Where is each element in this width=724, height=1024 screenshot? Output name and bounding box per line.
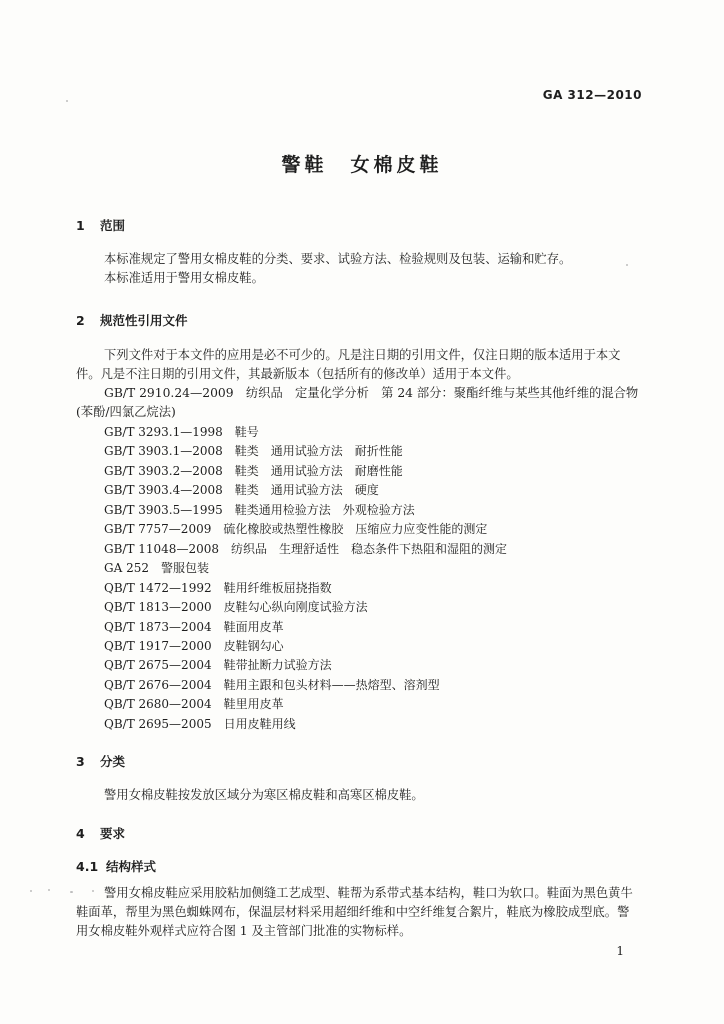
reference-item: GB/T 3903.1—2008 鞋类 通用试验方法 耐折性能 [104,444,403,459]
section-title: 结构样式 [106,859,157,874]
section-title: 要求 [100,826,126,841]
reference-item: GB/T 3903.5—1995 鞋类通用检验方法 外观检验方法 [104,502,415,517]
page-number: 1 [616,944,624,958]
reference-item: QB/T 2675—2004 鞋带扯断力试验方法 [104,658,332,673]
reference-item: QB/T 1813—2000 皮鞋勾心纵向刚度试验方法 [104,600,368,615]
section-number: 4 [76,826,85,841]
section-title: 范围 [100,218,126,233]
structure-line-1: 警用女棉皮鞋应采用胶粘加侧缝工艺成型、鞋帮为系带式基本结构，鞋口为软口。鞋面为黑色黄牛 [104,886,633,900]
section-number: 3 [76,754,85,769]
classification-text: 警用女棉皮鞋按发放区域分为寒区棉皮鞋和高寒区棉皮鞋。 [104,788,424,802]
structure-line-3: 用女棉皮鞋外观样式应符合图 1 及主管部门批准的实物标样。 [76,924,412,938]
scan-speck [626,264,628,266]
section-title: 分类 [100,754,126,769]
reference-item: GB/T 3903.2—2008 鞋类 通用试验方法 耐磨性能 [104,463,403,478]
references-intro-line-2: 件。凡是不注日期的引用文件，其最新版本（包括所有的修改单）适用于本文件。 [76,367,519,381]
scan-speck [92,890,94,892]
reference-item: QB/T 2676—2004 鞋用主跟和包头材料——热熔型、溶剂型 [104,677,440,692]
reference-first-line-2: (苯酚/四氯乙烷法) [76,405,176,419]
reference-item: GB/T 3293.1—1998 鞋号 [104,425,259,439]
section-heading-references [76,311,188,329]
references-intro-line-1: 下列文件对于本文件的应用是必不可少的。凡是注日期的引用文件，仅注日期的版本适用于本文 [104,348,621,362]
section-heading-scope [76,216,125,234]
standard-code: GA 312—2010 [542,88,642,102]
reference-item: QB/T 1472—1992 鞋用纤维板屈挠指数 [104,580,332,595]
scope-line-2: 本标准适用于警用女棉皮鞋。 [104,271,264,285]
reference-item: QB/T 1873—2004 鞋面用皮革 [104,619,284,634]
section-heading-classification [76,752,125,770]
section-number: 1 [76,218,85,233]
scope-line-1: 本标准规定了警用女棉皮鞋的分类、要求、试验方法、检验规则及包装、运输和贮存。 [104,252,572,266]
section-number: 2 [76,313,85,328]
page-title: 警鞋 女棉皮鞋 [281,154,443,176]
reference-item: GA 252 警服包装 [104,561,209,576]
reference-item: GB/T 11048—2008 纺织品 生理舒适性 稳态条件下热阻和湿阻的测定 [104,541,507,556]
reference-first-line-1: GB/T 2910.24—2009 纺织品 定量化学分析 第 24 部分：聚酯纤维与某些其他纤维的混合物 [104,386,639,400]
subsection-heading-structure [76,857,156,875]
reference-item: QB/T 2695—2005 日用皮鞋用线 [104,716,296,731]
section-number: 4.1 [76,859,99,874]
scan-speck [66,100,68,102]
reference-item: GB/T 7757—2009 硫化橡胶或热塑性橡胶 压缩应力应变性能的测定 [104,522,488,537]
section-heading-requirements [76,824,125,842]
reference-item: QB/T 2680—2004 鞋里用皮革 [104,697,284,712]
structure-line-2: 鞋面革，帮里为黑色蜘蛛网布，保温层材料采用超细纤维和中空纤维复合絮片，鞋底为橡胶成型底。警 [76,905,630,919]
section-title: 规范性引用文件 [100,313,188,328]
scan-speck [70,891,73,893]
scan-speck [30,890,32,892]
reference-list [104,423,507,734]
reference-item: QB/T 1917—2000 皮鞋钢勾心 [104,638,284,653]
scan-speck [48,889,50,891]
reference-item: GB/T 3903.4—2008 鞋类 通用试验方法 硬度 [104,483,379,498]
